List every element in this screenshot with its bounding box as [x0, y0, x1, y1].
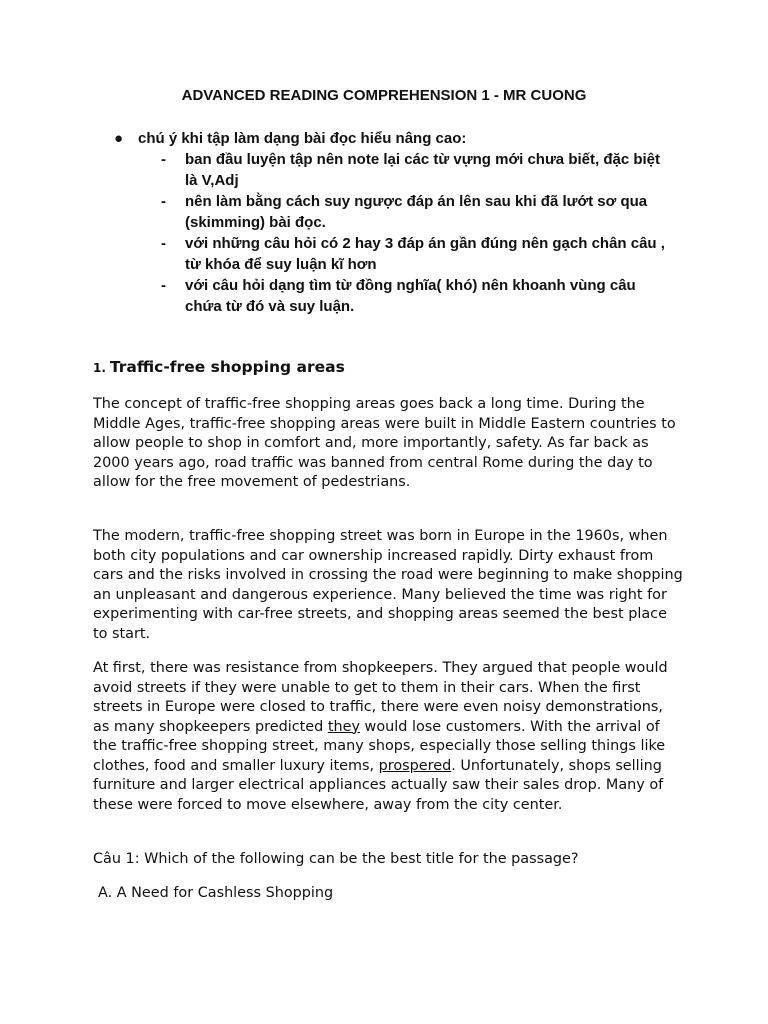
tip-item — [114, 233, 674, 275]
bullet-icon: ● — [114, 130, 124, 147]
underlined-word-they: they — [327, 718, 360, 735]
dash-marker: - — [161, 277, 166, 294]
tips-list — [114, 149, 674, 317]
section-heading — [93, 358, 345, 376]
paragraph-text: At first, there was resistance from shopkeepers. They argued that people would avoid streets if they were unable to get to them in their cars. When the first streets in Europe were closed to traffic, there were even noisy demonstrations, as many shopkeepers predicted — [93, 660, 668, 735]
section-number: 1. — [93, 361, 106, 375]
tip-item — [114, 275, 674, 317]
tip-text: với những câu hỏi có 2 hay 3 đáp án gần đúng nên gạch chân câu , từ khóa để suy luận kĩ hơn — [185, 235, 665, 273]
question-1: Câu 1: Which of the following can be the best title for the passage? — [93, 851, 579, 867]
study-tips — [114, 128, 674, 317]
tip-item — [114, 191, 674, 233]
answer-option-a: A. A Need for Cashless Shopping — [98, 885, 334, 901]
underlined-word-prospered: prospered — [378, 757, 452, 774]
tips-heading-row — [114, 128, 674, 149]
tips-heading: chú ý khi tập làm dạng bài đọc hiểu nâng cao: — [138, 130, 467, 147]
dash-marker: - — [161, 193, 166, 210]
passage-paragraph-1: The concept of traffic-free shopping areas goes back a long time. During the Middle Ages, traffic-free shopping areas were built in Middle Eastern countries to allow people to shop in comfort and, more importantly, safety. As far back as 2000 years ago, road traffic was banned from central Rome during the day to allow for the free movement of pedestrians. — [93, 396, 676, 490]
tip-text: với câu hỏi dạng tìm từ đồng nghĩa( khó) nên khoanh vùng câu chứa từ đó và suy luận. — [185, 277, 636, 315]
paragraph-text: . Unfortunately, shops selling furniture and larger electrical appliances actually saw their sales drop. Many of these were forced to move elsewhere, away from the city center. — [93, 757, 664, 813]
tip-text: ban đầu luyện tập nên note lại các từ vựng mới chưa biết, đặc biệt là V,Adj — [185, 151, 661, 189]
passage-paragraph-3 — [93, 659, 683, 815]
tip-text: nên làm bằng cách suy ngược đáp án lên sau khi đã lướt sơ qua (skimming) bài đọc. — [185, 193, 648, 231]
dash-marker: - — [161, 151, 166, 168]
paragraph-text: would lose customers. With the arrival of the traffic-free shopping street, many shops, especially those selling things like clothes, food and smaller luxury items, — [93, 718, 666, 774]
passage-paragraph-2: The modern, traffic-free shopping street was born in Europe in the 1960s, when both city populations and car ownership increased rapidly. Dirty exhaust from cars and the risks involved in crossing the road were beginning to make shopping an unpleasant and dangerous experience. Many believed the time was right for experimenting with car-free streets, and shopping areas seemed the best place to start. — [93, 528, 683, 642]
dash-marker: - — [161, 235, 166, 252]
document-title: ADVANCED READING COMPREHENSION 1 - MR CUONG — [181, 87, 587, 104]
tip-item — [114, 149, 674, 191]
section-title: Traffic-free shopping areas — [109, 358, 345, 376]
